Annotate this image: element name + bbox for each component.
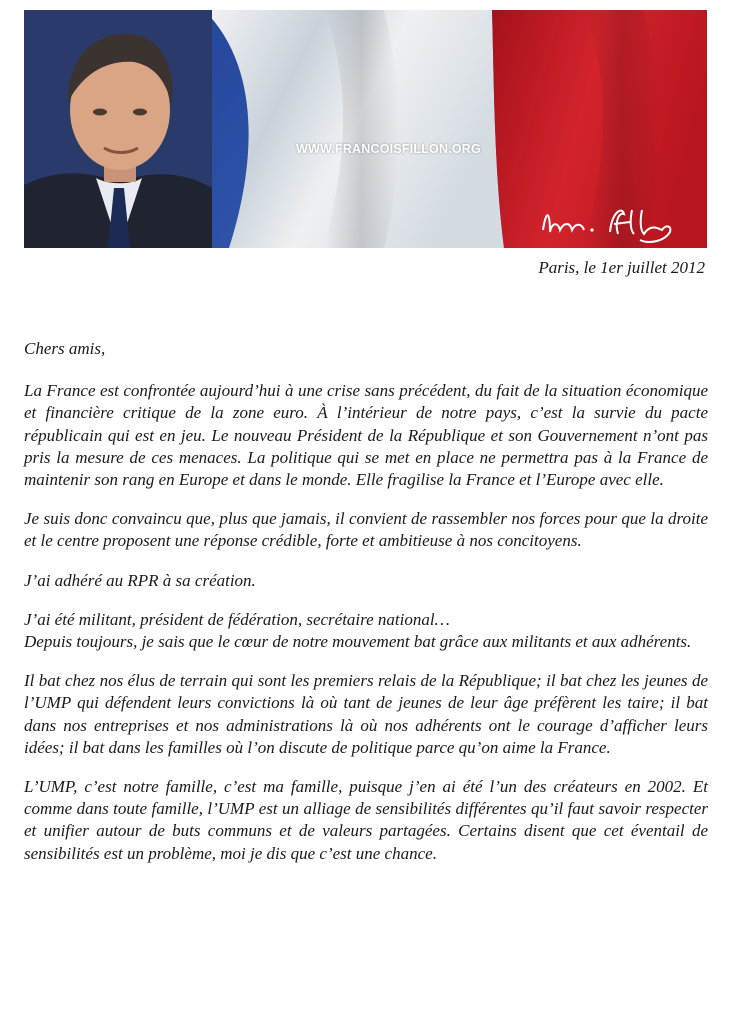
letter-body <box>24 338 708 882</box>
paragraph-coeur: Depuis toujours, je sais que le cœur de notre mouvement bat grâce aux militants et aux adhérents. <box>24 632 692 652</box>
paragraph-ump-famille: L’UMP, c’est notre famille, c’est ma famille, puisque j’en ai été l’un des créateurs en 2002. Et comme dans toute famille, l’UMP est un alliage de sensibilités différentes qu’il faut savoir respecter et unifier autour de buts communs et de valeurs partagées. Certains disent que cet éventail de sensibilités est un problème, moi je dis que c’est une chance. <box>24 777 708 863</box>
paragraph-rassembler: Je suis donc convaincu que, plus que jamais, il convient de rassembler nos forces pour que la droite et le centre proposent une réponse crédible, forte et ambitieuse à nos concitoyens. <box>24 509 708 551</box>
letter-date: Paris, le 1er juillet 2012 <box>538 258 705 277</box>
paragraph-crisis: La France est confrontée aujourd’hui à une crise sans précédent, du fait de la situation économique et financière critique de la zone euro. À l’intérieur de notre pays, c’est la survie du pacte républicain qui est en jeu. Le nouveau Président de la République et son Gouvernement n’ont pas pris la mesure de ces menaces. La politique qui se met en place ne permettra pas à la France de maintenir son rang en Europe et dans le monde. Elle fragilise la France et l’Europe avec elle. <box>24 381 708 490</box>
paragraph-rpr: J’ai adhéré au RPR à sa création. <box>24 570 256 590</box>
website-url: WWW.FRANCOISFILLON.ORG <box>296 142 481 156</box>
paragraph-militant: J’ai été militant, président de fédération, secrétaire national… <box>24 609 450 629</box>
handwritten-signature <box>538 200 698 248</box>
portrait-photo <box>24 10 212 248</box>
paragraph-il-bat: Il bat chez nos élus de terrain qui sont les premiers relais de la République; il bat chez les jeunes de l’UMP qui défendent leurs convictions là où tant de jeunes de leur âge préfèrent les taire; il bat dans nos entreprises et nos administrations là où nos adhérents ont le courage d’afficher leurs idées; il bat dans les familles où l’on discute de politique parce qu’on aime la France. <box>24 671 708 757</box>
salutation: Chers amis, <box>24 339 106 358</box>
letterhead-banner <box>24 10 707 248</box>
